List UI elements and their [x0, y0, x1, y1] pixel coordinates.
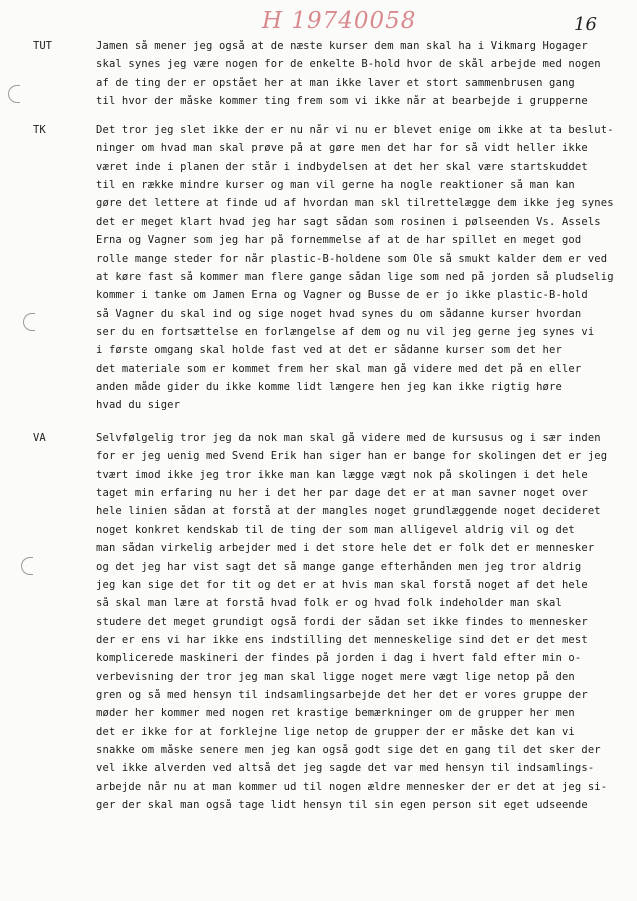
transcript-line: været inde i planen der står i indbydelsen at det her skal være startskuddet [96, 160, 588, 173]
transcript-line: man sådan virkelig arbejder med i det store hele det er folk det er mennesker [96, 542, 595, 555]
transcript-line: skal synes jeg være nogen for de enkelte B-hold hvor de skål arbejde med nogen [96, 58, 601, 71]
transcript-line: hele linien sådan at forstå at der mangles noget grundlæggende noget decideret [96, 505, 601, 518]
transcript-line: at køre fast så kommer man flere gange sådan lige som ned på jorden så pludselig [96, 270, 614, 283]
speaker-label: TK [33, 124, 46, 136]
transcript-line: vel ikke alverden ved altså det jeg sagde det var med hensyn til indsamlings- [96, 762, 595, 775]
transcript-line: møder her kommer med nogen ret krastige bemærkninger om de grupper her men [96, 707, 575, 720]
transcript-line: og det jeg har vist sagt det så mange gange efterhånden men jeg tror aldrig [96, 560, 582, 573]
transcript-line: gren og så med hensyn til indsamlingsarbejde det her det er vores gruppe der [96, 688, 588, 701]
transcript-line: det er ikke for at forklejne lige netop de grupper der er måske det kan vi [96, 725, 575, 738]
transcript-line: Det tror jeg slet ikke der er nu når vi nu er blevet enige om ikke at ta beslut- [96, 124, 614, 136]
transcript-line: noget konkret kendskab til de ting der som man alligevel aldrig vil og det [96, 523, 575, 536]
page-number: 16 [574, 14, 597, 35]
transcript-line: kommer i tanke om Jamen Erna og Vagner og Busse de er jo ikke plastic-B-hold [96, 289, 588, 302]
transcript-line: for er jeg uenig med Svend Erik han siger han er bange for skolingen det er jeg [96, 450, 608, 463]
transcript-line: rolle mange steder for når plastic-B-holdene som Ole så smukt kalder dem er ved [96, 252, 608, 265]
speaker-label: VA [33, 432, 46, 444]
transcript-line: Erna og Vagner som jeg har på fornemmelse af at de har spillet en meget god [96, 234, 582, 247]
transcript-line: det materiale som er kommet frem her skal man gå videre med det på en eller [96, 362, 582, 375]
transcript-line: komplicerede maskineri der findes på jorden i dag i hvert fald efter min o- [96, 652, 582, 665]
transcript-line: ger der skal man også tage lidt hensyn til sin egen person sit eget udseende [96, 799, 588, 811]
punch-hole-mark [8, 85, 20, 103]
transcript-line: ser du en fortsættelse en forlængelse af dem og nu vil jeg gerne jeg synes vi [96, 325, 595, 338]
transcript-line: Jamen så mener jeg også at de næste kurser dem man skal ha i Vikmarg Hogager [96, 40, 588, 52]
transcript-line: jeg kan sige det for tit og det er at hvis man skal forstå noget af det hele [96, 578, 588, 591]
transcript-line: snakke om måske senere men jeg kan også godt sige det en gang til det sker der [96, 744, 601, 756]
transcript-line: så Vagner du skal ind og sige noget hvad synes du om sådanne kurser hvordan [96, 307, 582, 320]
transcript-line: så skal man lære at forstå hvad folk er og hvad folk indeholder man skal [96, 597, 562, 610]
transcript-line: i første omgang skal holde fast ved at det er sådanne kurser som det her [96, 344, 562, 357]
transcript-line: hvad du siger [96, 399, 181, 412]
transcript-line: det er meget klart hvad jeg har sagt sådan som rosinen i pølseenden Vs. Assels [96, 215, 601, 228]
speaker-label: TUT [33, 40, 52, 52]
transcript-line: arbejde når nu at man kommer ud til nogen ældre mennesker der er det at jeg si- [96, 780, 608, 793]
transcript-line: Selvfølgelig tror jeg da nok man skal gå videre med de kursusus og i sær inden [96, 432, 601, 444]
punch-hole-mark [23, 313, 35, 331]
archive-code: H 19740058 [262, 8, 417, 34]
transcript-line: studere det meget grundigt også fordi der sådan set ikke findes to mennesker [96, 615, 588, 628]
transcript-line: tvært imod ikke jeg tror ikke man kan lægge vægt nok på skolingen i det hele [96, 468, 588, 481]
transcript-line: af de ting der er opstået her at man ikke laver et stort sammenbrusen gang [96, 76, 575, 89]
punch-hole-mark [21, 557, 33, 575]
transcript-line: ninger om hvad man skal prøve på at gøre men det har for så vidt heller ikke [96, 142, 588, 155]
transcript-line: der er ens vi har ikke ens indstilling det menneskelige sind det er det mest [96, 633, 588, 646]
transcript-line: taget min erfaring nu her i det her par dage det er at man savner noget over [96, 487, 588, 500]
transcript-line: til hvor der måske kommer ting frem som vi ikke når at bearbejde i grupperne [96, 95, 588, 108]
transcript-line: til en række mindre kurser og man vil gerne ha nogle reaktioner så man kan [96, 179, 575, 192]
transcript-line: verbevisning der tror jeg man skal ligge noget mere vægt lige netop på den [96, 670, 575, 683]
transcript-line: anden måde gider du ikke komme lidt længere hen jeg kan ikke rigtig høre [96, 380, 562, 393]
transcript-line: gøre det lettere at finde ud af hvordan man skl tilrettelægge dem ikke jeg synes [96, 197, 614, 210]
